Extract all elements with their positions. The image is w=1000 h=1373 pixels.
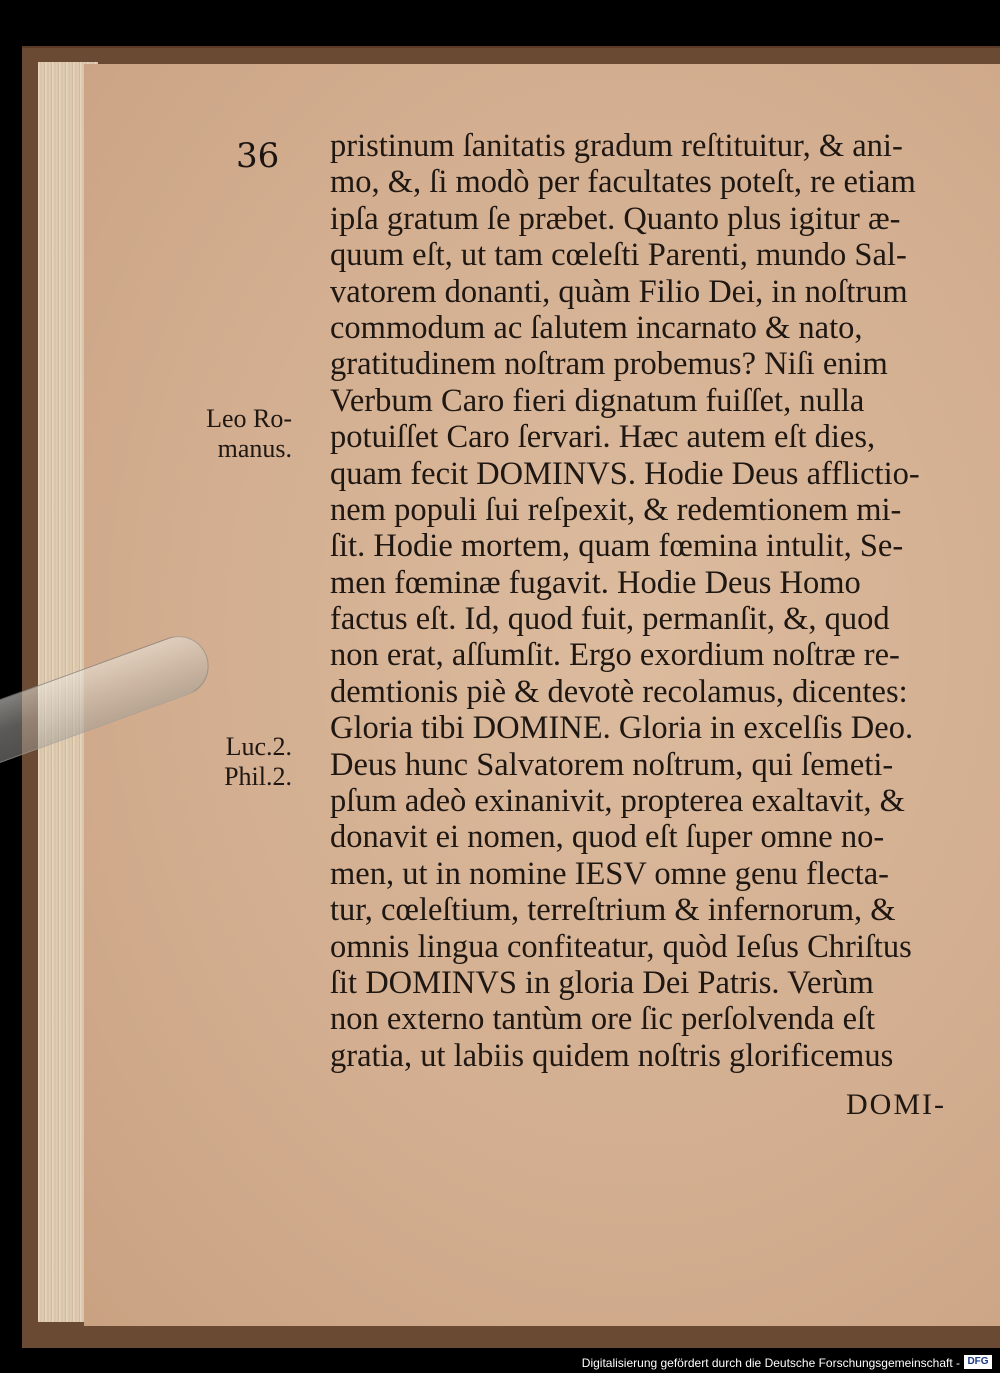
text-line: men fœminæ fugavit. Hodie Deus Homo	[330, 564, 861, 601]
text-line: demtionis piè & devotè recolamus, dicentes:	[330, 673, 908, 710]
text-line: quam fecit DOMINVS. Hodie Deus afflictio-	[330, 455, 920, 492]
text-line: gratia, ut labiis quidem noſtris glorificemus	[330, 1037, 894, 1074]
text-line: factus eſt. Id, quod fuit, permanſit, &, quod	[330, 601, 890, 638]
text-line: nem populi ſui reſpexit, & redemtionem mi-	[330, 491, 902, 528]
text-line: pſum adeò exinanivit, propterea exaltavit, &	[330, 783, 905, 820]
text-line: potuiſſet Caro ſervari. Hæc autem eſt dies,	[330, 419, 876, 456]
text-line: gratitudinem noſtram probemus? Niſi enim	[330, 346, 888, 383]
text-line: tur, cœleſtium, terreſtrium & infernorum, &	[330, 892, 896, 929]
text-line: vatorem donanti, quàm Filio Dei, in noſtrum	[330, 273, 908, 310]
text-line: men, ut in nomine IESV omne genu flecta-	[330, 855, 889, 892]
text-line: ipſa gratum ſe præbet. Quanto plus igitur æ-	[330, 200, 901, 237]
text-line: pristinum ſanitatis gradum reſtituitur, & ani-	[330, 128, 903, 164]
dfg-logo-icon: DFG	[964, 1355, 992, 1369]
text-line: donavit ei nomen, quod eſt ſuper omne no-	[330, 819, 885, 856]
margin-note-luc: Luc.2. Phil.2.	[224, 732, 292, 791]
text-line: Verbum Caro fieri dignatum fuiſſet, nulla	[330, 382, 865, 419]
text-line: omnis lingua confiteatur, quòd Ieſus Chriſtus	[330, 928, 912, 965]
text-line: mo, &, ſi modò per facultates poteſt, re etiam	[330, 164, 916, 201]
text-line: non erat, aſſumſit. Ergo exordium noſtræ re-	[330, 637, 900, 674]
text-line: commodum ac ſalutem incarnato & nato,	[330, 309, 863, 346]
body-text	[330, 128, 970, 1074]
footer-credit: Digitalisierung gefördert durch die Deutsche Forschungsgemeinschaft -	[581, 1356, 960, 1370]
text-line: Gloria tibi DOMINE. Gloria in excelſis Deo.	[330, 710, 914, 747]
catchword: DOMI-	[846, 1088, 946, 1121]
text-line: ſit. Hodie mortem, quam fœmina intulit, Se-	[330, 528, 904, 565]
text-line: non externo tantùm ore ſic perſolvenda eſt	[330, 1001, 876, 1038]
margin-note-leo: Leo Ro- manus.	[206, 404, 292, 463]
text-line: ſit DOMINVS in gloria Dei Patris. Verùm	[330, 964, 874, 1001]
page-number: 36	[236, 136, 280, 176]
text-line: quum eſt, ut tam cœleſti Parenti, mundo Sal-	[330, 237, 907, 274]
text-line: Deus hunc Salvatorem noſtrum, qui ſemeti-	[330, 746, 894, 783]
